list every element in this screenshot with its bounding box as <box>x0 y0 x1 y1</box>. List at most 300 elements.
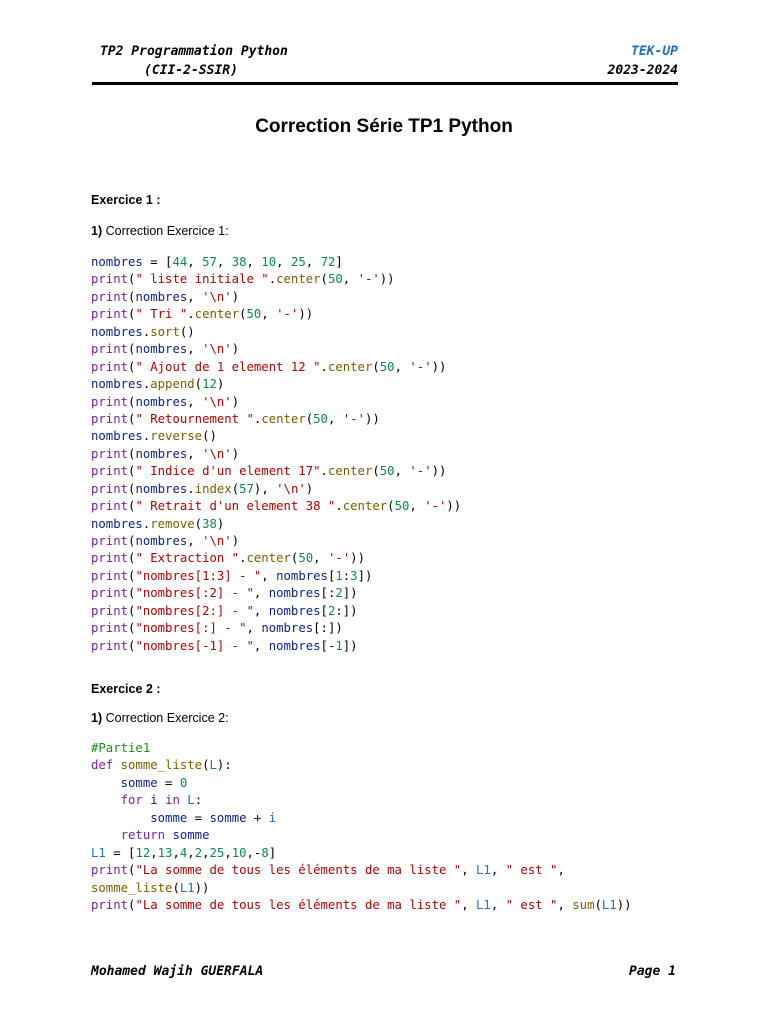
code-token: nombres <box>91 255 143 269</box>
code-token: , <box>202 845 210 860</box>
code-token: 1 <box>335 638 343 653</box>
code-line <box>91 827 632 844</box>
code-token: for <box>120 793 143 808</box>
code-token: 10 <box>261 255 277 269</box>
code-token: "nombres[1:3] - " <box>135 568 262 583</box>
code-token: nombres <box>91 377 143 392</box>
code-token: . <box>335 499 343 514</box>
code-token: ( <box>128 359 136 374</box>
code-token: nombres <box>268 586 321 601</box>
code-token <box>158 793 165 807</box>
code-token: :]) <box>335 603 358 618</box>
code-token: '-' <box>342 411 365 426</box>
code-token: 50 <box>379 464 395 479</box>
code-token: [- <box>320 638 336 653</box>
code-token: ( <box>290 551 299 566</box>
code-token: : <box>194 793 203 808</box>
code-token: 2 <box>335 586 343 601</box>
code-token: " Tri " <box>135 307 188 322</box>
code-line <box>91 481 461 498</box>
code-token: ( <box>128 586 136 601</box>
code-line <box>91 792 632 809</box>
code-token: ), <box>253 481 277 496</box>
code-token: somme_liste <box>91 880 173 895</box>
code-token: print <box>91 272 129 287</box>
code-token: center <box>327 464 373 479</box>
code-token: ) <box>305 481 314 496</box>
code-token: ( <box>231 481 240 496</box>
code-line <box>91 411 461 428</box>
code-token: + <box>246 810 269 825</box>
code-token: #Partie1 <box>91 741 151 755</box>
code-token: print <box>91 568 129 583</box>
code-token: 50 <box>327 272 343 287</box>
code-token: ( <box>305 411 314 426</box>
footer-page-number: Page 1 <box>629 964 676 979</box>
code-token: somme <box>209 810 247 825</box>
code-token: = [ <box>105 845 136 860</box>
code-token: , <box>394 464 410 479</box>
code-token: [:]) <box>313 621 343 636</box>
code-line <box>91 897 632 914</box>
code-token: in <box>165 793 180 808</box>
code-token: 57 <box>202 255 217 269</box>
code-line <box>91 880 632 897</box>
code-token: 12 <box>135 845 151 860</box>
code-token <box>91 828 121 842</box>
code-token: ( <box>128 289 136 304</box>
code-token: 50 <box>298 551 314 566</box>
code-token: 50 <box>394 499 410 514</box>
code-token: '-' <box>424 499 447 514</box>
code-token: print <box>91 394 129 409</box>
code-line <box>91 638 461 655</box>
code-token: "La somme de tous les éléments de ma liste " <box>135 863 462 878</box>
code-token: center <box>327 359 373 374</box>
code-token: append <box>150 377 195 392</box>
code-token: L <box>209 758 217 773</box>
code-token: = [ <box>142 255 173 269</box>
code-token: ( <box>128 307 136 322</box>
code-token: , <box>253 603 269 618</box>
code-token: print <box>91 411 129 426</box>
code-token: ( <box>202 758 210 773</box>
code-token: 2 <box>327 603 336 618</box>
code-line <box>91 568 461 585</box>
code-token: . <box>239 551 247 566</box>
code-token: ]) <box>342 638 358 653</box>
code-token: '\n' <box>276 481 306 496</box>
code-token: . <box>268 272 277 287</box>
exercise1-heading <box>91 193 161 207</box>
code-token: index <box>194 481 232 496</box>
code-token: ) <box>231 289 240 304</box>
code-line <box>91 516 461 533</box>
code-line <box>91 550 461 567</box>
code-line <box>91 862 632 879</box>
code-token: 44 <box>172 255 188 269</box>
code-line <box>91 533 461 550</box>
code-token: print <box>91 638 129 653</box>
code-token: ] <box>335 255 343 269</box>
code-token: 3 <box>350 568 358 583</box>
code-token: nombres <box>91 429 143 444</box>
code-token: '\n' <box>202 394 232 409</box>
code-token: " Retournement " <box>135 411 254 426</box>
code-token: somme <box>172 828 210 843</box>
code-token: print <box>91 534 129 548</box>
exercise1-sub-text: Correction Exercice 1: <box>102 224 229 238</box>
code-token: '-' <box>276 307 299 322</box>
code-token: somme <box>150 810 188 825</box>
code-token: , <box>276 255 291 269</box>
code-token: " est " <box>505 897 558 912</box>
code-token: '\n' <box>202 534 232 548</box>
code-token: . <box>320 464 328 479</box>
code-token: L <box>187 793 195 808</box>
code-line <box>91 341 461 358</box>
code-token: , <box>490 863 506 878</box>
code-token: '-' <box>409 359 432 374</box>
code-token: print <box>91 342 129 357</box>
code-token: nombres <box>268 603 321 618</box>
code-token: 38 <box>231 255 247 269</box>
code-token: L1 <box>91 845 106 860</box>
code-token: 4 <box>179 845 188 860</box>
code-token: ( <box>128 568 136 583</box>
exercise2-heading-text: Exercice 2 : <box>91 682 161 696</box>
code-token: print <box>91 446 129 461</box>
code-line <box>91 254 461 271</box>
code-token: ( <box>128 446 136 461</box>
code-token: ( <box>372 359 380 374</box>
exercise2-sub-text: Correction Exercice 2: <box>102 711 229 725</box>
code-token: ( <box>387 499 395 514</box>
code-token: , <box>261 307 277 322</box>
code-token: " Retrait d'un element 38 " <box>135 499 336 514</box>
code-token: ]) <box>342 586 358 601</box>
code-token: , <box>461 897 476 912</box>
code-token: ( <box>194 516 203 531</box>
code-token: ]) <box>357 568 373 583</box>
code-token: , <box>305 255 321 269</box>
code-token <box>91 793 121 807</box>
code-token: , <box>187 394 203 409</box>
code-token: 0 <box>179 775 188 790</box>
code-token: i <box>268 810 277 825</box>
code-token: print <box>91 897 129 912</box>
code-token: L1 <box>601 897 617 912</box>
code-token: nombres <box>261 621 314 636</box>
code-token: , <box>187 446 203 461</box>
code-token: . <box>253 411 262 426</box>
code-token: " Ajout de 1 element 12 " <box>135 359 321 374</box>
code-token: )) <box>364 411 380 426</box>
code-token: () <box>202 429 217 444</box>
code-token: center <box>276 272 321 287</box>
exercise1-subheading <box>91 224 229 238</box>
code-token: 50 <box>246 307 262 322</box>
code-token: ] <box>268 845 277 860</box>
code-token: . <box>187 481 195 496</box>
code-token: somme <box>120 775 158 790</box>
code-token: )) <box>431 464 447 479</box>
code-token: print <box>91 603 129 618</box>
code-token: ( <box>128 551 136 566</box>
code-token: ( <box>128 342 136 357</box>
code-token: , <box>187 534 203 548</box>
code-token: print <box>91 551 129 566</box>
code-token: , <box>327 411 343 426</box>
code-token: 50 <box>379 359 395 374</box>
code-token: " liste initiale " <box>135 272 269 287</box>
code-line <box>91 775 632 792</box>
code-line <box>91 446 461 463</box>
header-class-code: (CII-2-SSIR) <box>144 63 238 78</box>
code-token: , <box>246 255 262 269</box>
code-token <box>91 811 150 825</box>
exercise2-subheading <box>91 711 229 725</box>
code-token: ( <box>128 603 136 618</box>
code-token: def <box>91 758 114 773</box>
code-token: , <box>150 845 158 860</box>
code-token: ) <box>231 534 240 548</box>
code-token: ( <box>128 394 136 409</box>
code-token: , <box>261 568 277 583</box>
code-token: , <box>394 359 410 374</box>
exercise2-heading <box>91 682 161 696</box>
code-token: somme_liste <box>120 758 203 773</box>
code-token: nombres <box>135 342 188 357</box>
code-token: , <box>187 255 203 269</box>
exercise2-sub-number: 1) <box>91 711 103 725</box>
code-token: , <box>342 272 358 287</box>
code-token: [: <box>320 586 336 601</box>
code-token: , <box>461 863 476 878</box>
code-token: ( <box>128 638 136 653</box>
code-token: ( <box>128 411 136 426</box>
code-token: print <box>91 621 129 636</box>
code-token: "nombres[2:] - " <box>135 603 254 618</box>
code-token: L1 <box>179 880 195 895</box>
code-token: print <box>91 464 129 479</box>
code-token: L1 <box>476 897 491 912</box>
code-token: print <box>91 289 129 304</box>
code-token: , <box>187 845 195 860</box>
code-block-exercise1 <box>91 254 461 655</box>
code-token: , <box>557 897 573 912</box>
footer-author: Mohamed Wajih GUERFALA <box>91 964 264 979</box>
header-divider <box>92 82 678 85</box>
code-token: )) <box>431 359 447 374</box>
code-token: ( <box>128 863 136 878</box>
code-token: , <box>490 897 506 912</box>
code-token: nombres <box>268 638 321 653</box>
code-token: ( <box>128 481 136 496</box>
code-token: " Extraction " <box>135 551 240 566</box>
code-token: )) <box>298 307 314 322</box>
code-token: print <box>91 307 129 322</box>
code-token: 38 <box>202 516 217 531</box>
code-token: center <box>194 307 240 322</box>
code-line <box>91 359 461 376</box>
code-token: L1 <box>476 863 491 878</box>
code-token: "nombres[:2] - " <box>135 586 254 601</box>
code-token: center <box>261 411 306 426</box>
code-token: ( <box>194 377 203 392</box>
code-token: )) <box>616 897 632 912</box>
code-token: 13 <box>157 845 173 860</box>
code-token: : <box>342 568 351 583</box>
code-token: ,- <box>246 845 262 860</box>
code-token: ) <box>216 516 225 531</box>
code-line <box>91 271 461 288</box>
code-line <box>91 585 461 602</box>
code-token: nombres <box>135 481 188 496</box>
code-token: '-' <box>327 551 351 566</box>
code-token: . <box>142 516 151 531</box>
code-token: nombres <box>276 568 328 583</box>
code-token: )) <box>446 499 462 514</box>
code-token: ) <box>231 446 240 461</box>
code-token: reverse <box>150 429 203 444</box>
code-token: 57 <box>239 481 254 496</box>
exercise1-sub-number: 1) <box>91 224 103 238</box>
code-token: = <box>187 810 210 825</box>
code-line <box>91 620 461 637</box>
code-token: 10 <box>231 845 247 860</box>
code-line <box>91 428 461 445</box>
code-token: ): <box>216 758 232 773</box>
code-token: . <box>142 377 151 392</box>
code-token: "La somme de tous les éléments de ma liste " <box>135 897 462 912</box>
code-line <box>91 324 461 341</box>
code-token: , <box>172 845 180 860</box>
code-token: . <box>320 359 328 374</box>
code-token: , <box>224 845 232 860</box>
code-token: ( <box>128 621 136 636</box>
code-token: . <box>142 429 151 444</box>
code-token: nombres <box>135 289 188 304</box>
code-token: print <box>91 863 129 878</box>
code-token: remove <box>150 516 195 531</box>
code-token: 1 <box>335 568 343 583</box>
code-line <box>91 306 461 323</box>
code-token: print <box>91 481 129 496</box>
code-token: " est " <box>505 863 558 878</box>
code-token: '-' <box>409 464 432 479</box>
page-title: Correction Série TP1 Python <box>255 116 513 137</box>
code-token: center <box>246 551 291 566</box>
code-token: )) <box>194 880 210 895</box>
header-course-title: TP2 Programmation Python <box>100 44 288 59</box>
code-token: '\n' <box>202 342 232 357</box>
code-token: ( <box>172 880 180 895</box>
code-token: sum <box>572 897 595 912</box>
code-line <box>91 810 632 827</box>
code-token: 8 <box>261 845 269 860</box>
header-year: 2023-2024 <box>607 63 678 78</box>
code-token: ( <box>594 897 602 912</box>
code-line <box>91 603 461 620</box>
code-line <box>91 757 632 774</box>
code-token: ( <box>128 499 136 514</box>
code-token: nombres <box>91 516 143 531</box>
code-token: 12 <box>202 377 217 392</box>
code-token: ( <box>239 307 247 322</box>
code-line <box>91 740 632 757</box>
code-token: ( <box>128 534 136 548</box>
code-token: = <box>157 775 180 790</box>
code-token: ( <box>128 897 136 912</box>
code-token: , <box>313 551 328 566</box>
code-token: "nombres[:] - " <box>135 621 247 636</box>
code-line <box>91 394 461 411</box>
code-token: " Indice d'un element 17" <box>135 464 321 479</box>
code-token: , <box>246 621 262 636</box>
code-token: , <box>557 863 565 878</box>
code-token: , <box>253 586 269 601</box>
code-token: '-' <box>357 272 380 287</box>
code-token: 2 <box>194 845 203 860</box>
code-token: ( <box>372 464 380 479</box>
code-token: print <box>91 499 129 514</box>
code-token: center <box>342 499 388 514</box>
code-token <box>91 776 121 790</box>
code-token: , <box>187 342 203 357</box>
code-token: . <box>187 307 195 322</box>
code-token: )) <box>350 551 365 566</box>
code-token: )) <box>379 272 395 287</box>
code-token: 25 <box>209 845 225 860</box>
code-line <box>91 498 461 515</box>
code-token: [ <box>320 603 328 618</box>
code-token: () <box>179 324 195 339</box>
code-token: nombres <box>135 534 188 548</box>
code-token <box>113 758 120 772</box>
code-token: ) <box>231 342 240 357</box>
code-token: . <box>142 324 151 339</box>
code-token: print <box>91 586 129 601</box>
code-token: , <box>253 638 269 653</box>
code-token: nombres <box>91 324 143 339</box>
code-block-exercise2 <box>91 740 632 914</box>
code-token: nombres <box>135 446 188 461</box>
code-token: ( <box>320 272 328 287</box>
code-token: print <box>91 359 129 374</box>
code-token: , <box>409 499 425 514</box>
code-token: 50 <box>313 411 328 426</box>
code-token: '\n' <box>202 289 232 304</box>
code-token: , <box>187 289 203 304</box>
header-school: TEK-UP <box>631 44 678 59</box>
code-token: 25 <box>290 255 306 269</box>
code-token: sort <box>150 324 180 339</box>
code-token: ) <box>216 377 225 392</box>
code-line <box>91 845 632 862</box>
page-header <box>92 42 678 82</box>
code-token: "nombres[-1] - " <box>135 638 254 653</box>
code-token: , <box>216 255 232 269</box>
code-token: nombres <box>135 394 188 409</box>
code-token: 72 <box>320 255 336 269</box>
code-token: '\n' <box>202 446 232 461</box>
code-token: ( <box>128 272 136 287</box>
code-token: [ <box>327 568 336 583</box>
code-token: return <box>120 828 166 843</box>
code-token: i <box>150 793 158 808</box>
exercise1-heading-text: Exercice 1 : <box>91 193 161 207</box>
